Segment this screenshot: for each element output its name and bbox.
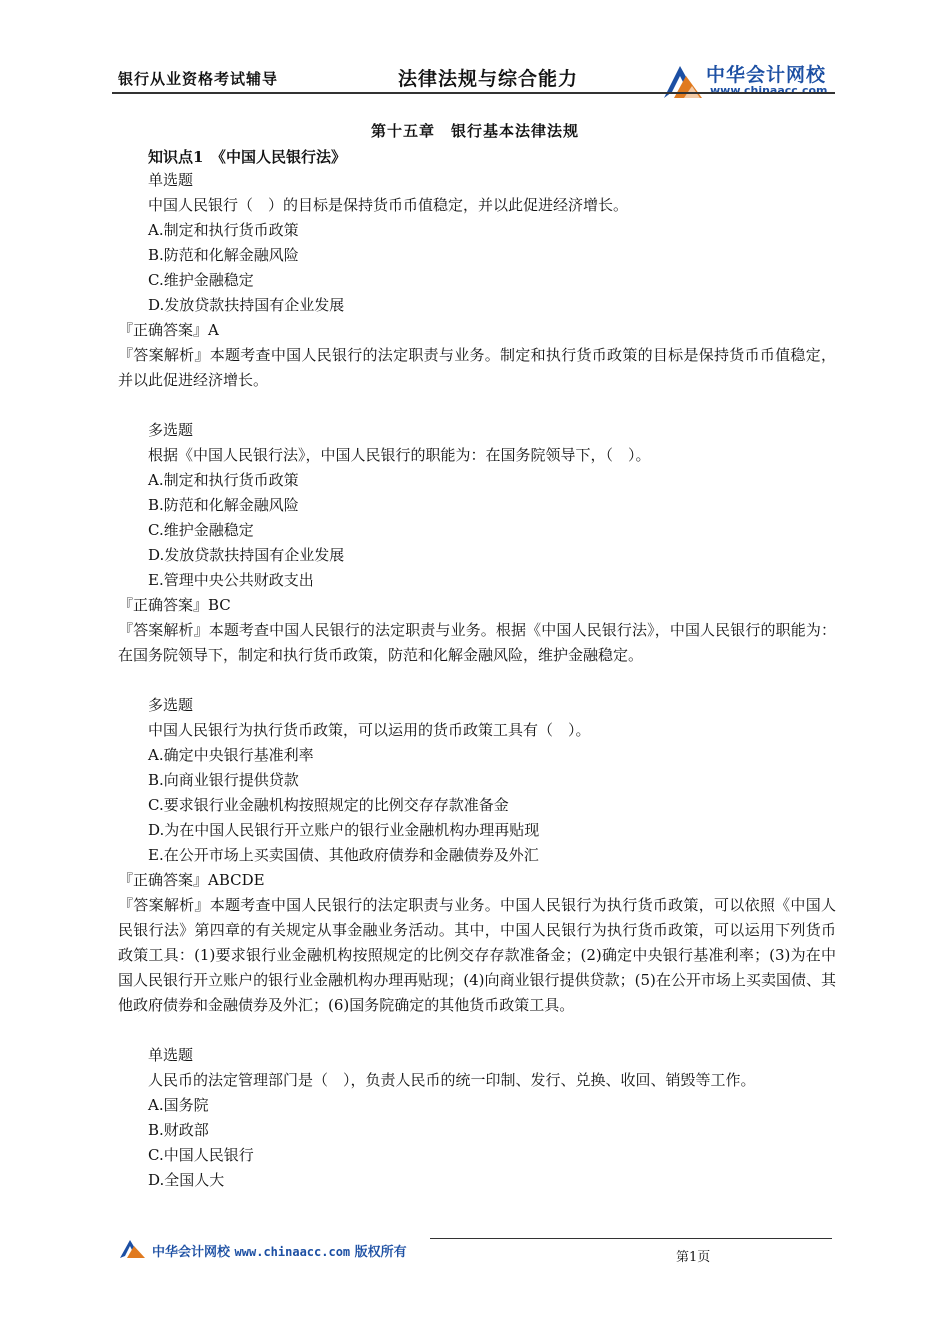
footer-url[interactable]: www.chinaacc.com: [234, 1245, 351, 1259]
footer-brand: 中华会计网校: [152, 1245, 231, 1260]
question-type: 单选题: [148, 1046, 194, 1064]
spacer: [118, 1018, 838, 1043]
question-stem: 中国人民银行（ ）的目标是保持货币币值稳定，并以此促进经济增长。: [148, 196, 629, 214]
logo-mountain-icon: [660, 58, 706, 102]
answer-analysis: 『答案解析』本题考查中国人民银行的法定职责与业务。根据《中国人民银行法》，中国人民银行的职能为：在国务院领导下，制定和执行货币政策，防范和化解金融风险，维护金融稳定。: [118, 621, 836, 664]
footer-divider: [430, 1238, 832, 1239]
option-e: E.管理中央公共财政支出: [148, 571, 314, 589]
question-block: [118, 1043, 838, 1193]
header-divider: [112, 92, 835, 94]
footer-rights: 版权所有: [354, 1245, 407, 1260]
option-d: D.为在中国人民银行开立账户的银行业金融机构办理再贴现: [148, 821, 540, 839]
correct-answer: 『正确答案』A: [118, 321, 219, 339]
correct-answer: 『正确答案』BC: [118, 596, 231, 614]
question-type: 多选题: [148, 696, 194, 714]
page-number: 第1页: [676, 1250, 711, 1265]
logo-url-text: www.chinaacc.com: [710, 84, 828, 97]
knowledge-point-title: 知识点1 《中国人民银行法》: [148, 148, 346, 166]
answer-analysis: 『答案解析』本题考查中国人民银行的法定职责与业务。制定和执行货币政策的目标是保持货币币值稳定，并以此促进经济增长。: [118, 346, 836, 389]
option-c: C.要求银行业金融机构按照规定的比例交存存款准备金: [148, 796, 509, 814]
option-b: B.防范和化解金融风险: [148, 496, 299, 514]
header-subject-series: 银行从业资格考试辅导: [118, 70, 279, 88]
footer-logo-icon: [118, 1236, 148, 1260]
option-c: C.维护金融稳定: [148, 271, 254, 289]
option-d: D.发放贷款扶持国有企业发展: [148, 546, 345, 564]
question-block: [118, 168, 838, 393]
option-a: A.制定和执行货币政策: [148, 471, 299, 489]
question-type: 多选题: [148, 421, 194, 439]
option-d: D.全国人大: [148, 1171, 225, 1189]
chapter-title: 第十五章 银行基本法律法规: [370, 122, 579, 140]
header-course-title: 法律法规与综合能力: [398, 68, 579, 90]
option-a: A.确定中央银行基准利率: [148, 746, 314, 764]
option-d: D.发放贷款扶持国有企业发展: [148, 296, 345, 314]
footer-copyright: [152, 1241, 407, 1260]
option-e: E.在公开市场上买卖国债、其他政府债券和金融债券及外汇: [148, 846, 539, 864]
option-b: B.向商业银行提供贷款: [148, 771, 299, 789]
question-stem: 人民币的法定管理部门是（ ），负责人民币的统一印制、发行、兑换、收回、销毁等工作。: [148, 1071, 756, 1089]
question-type: 单选题: [148, 171, 194, 189]
option-c: C.维护金融稳定: [148, 521, 254, 539]
logo-brand-text: 中华会计网校: [706, 64, 827, 86]
option-a: A.国务院: [148, 1096, 209, 1114]
question-stem: 根据《中国人民银行法》，中国人民银行的职能为：在国务院领导下，（ ）。: [148, 446, 651, 464]
chinaacc-logo: [660, 58, 840, 102]
option-b: B.防范和化解金融风险: [148, 246, 299, 264]
answer-analysis: 『答案解析』本题考查中国人民银行的法定职责与业务。中国人民银行为执行货币政策，可以依照《中国人民银行法》第四章的有关规定从事金融业务活动。其中，中国人民银行为执行货币政策，可以运用下列货币政策工具：(1)要求银行业金融机构按照规定的比例交存存款准备金；(2)确定中央银行基准利率；(3)为在中国人民银行开立账户的银行业金融机构办理再贴现；(4)向商业银行提供贷款；(5)在公开市场上买卖国债、其他政府债券和金融债券及外汇；(6)国务院确定的其他货币政策工具。: [118, 896, 836, 1014]
option-b: B.财政部: [148, 1121, 209, 1139]
option-c: C.中国人民银行: [148, 1146, 254, 1164]
question-block: [118, 418, 838, 668]
correct-answer: 『正确答案』ABCDE: [118, 871, 265, 889]
spacer: [118, 668, 838, 693]
question-content: [118, 168, 838, 1193]
question-block: [118, 693, 838, 1018]
option-a: A.制定和执行货币政策: [148, 221, 299, 239]
spacer: [118, 393, 838, 418]
question-stem: 中国人民银行为执行货币政策，可以运用的货币政策工具有（ ）。: [148, 721, 591, 739]
